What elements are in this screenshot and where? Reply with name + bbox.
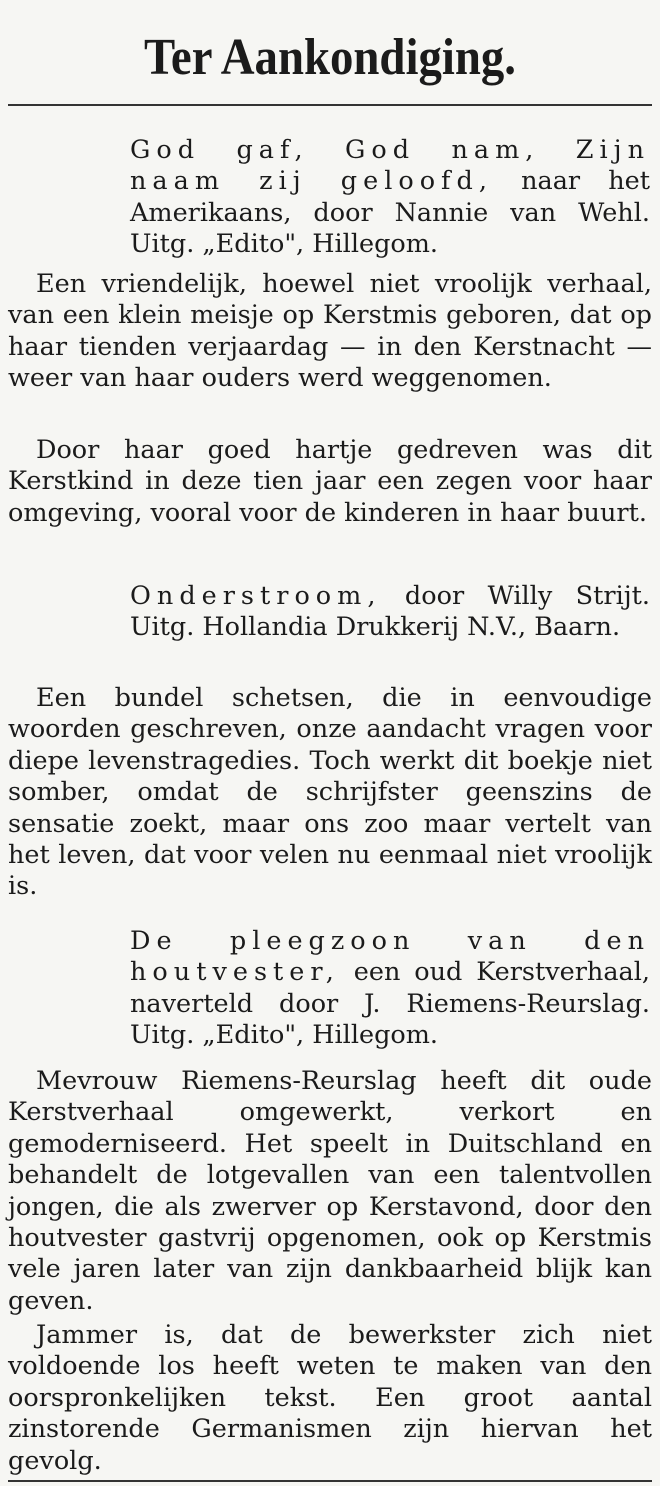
review-1-book-details: naar het Amerikaans, door Nannie van Wehl. Uitg. „Edito", Hillegom. xyxy=(130,166,651,260)
review-2-heading xyxy=(130,581,650,644)
review-3-paragraph-2: Jammer is, dat de bewerkster zich niet voldoende los heeft weten te maken van den oorspronkelijken tekst. Een groot aantal zinstorende Germanismen zijn hiervan het gevolg. xyxy=(8,1320,652,1476)
section-title: Ter Aankondiging. xyxy=(144,29,516,86)
review-3-paragraph-1: Mevrouw Riemens-Reurslag heeft dit oude Kerstverhaal omgewerkt, verkort en gemoderniseerd. Het speelt in Duitschland en behandelt de lotgevallen van een talentvollen jongen, die als zwerver op Kerstavond, door den houtvester gastvrij opgenomen, ook op Kerstmis vele jaren later van zijn dankbaarheid blijk kan geven. xyxy=(8,1066,652,1316)
review-1-paragraph-2: Door haar goed hartje gedreven was dit Kerstkind in deze tien jaar een zegen voor haar omgeving, vooral voor de kinderen in haar buurt. xyxy=(8,435,652,528)
review-1-paragraph-1: Een vriendelijk, hoewel niet vroolijk verhaal, van een klein meisje op Kerstmis geboren, dat op haar tienden verjaardag — in den Kerstnacht — weer van haar ouders werd weggenomen. xyxy=(8,269,652,394)
bottom-divider xyxy=(8,1480,652,1482)
review-3-book-title: De pleegzoon van den houtvester, xyxy=(130,926,650,988)
review-3-heading xyxy=(130,926,650,1052)
review-2-paragraph-1: Een bundel schetsen, die in eenvoudige woorden geschreven, onze aandacht vragen voor diepe levenstragedies. Toch werkt dit boekje niet somber, omdat de schrijfster geenszins de sensatie zoekt, maar ons zoo maar vertelt van het leven, dat voor velen nu eenmaal niet vroolijk is. xyxy=(8,683,652,902)
review-1-heading xyxy=(130,135,650,261)
top-divider xyxy=(8,104,652,106)
review-3-book-details: een oud Kerstverhaal, naverteld door J. Riemens-Reurslag. Uitg. „Edito", Hillegom. xyxy=(130,957,650,1051)
review-1-book-title: God gaf, God nam, Zijn naam zij geloofd, xyxy=(130,135,650,197)
review-2-book-title: Onderstroom, xyxy=(130,581,382,611)
review-2-book-details: door Willy Strijt. Uitg. Hollandia Drukkerij N.V., Baarn. xyxy=(130,581,651,643)
